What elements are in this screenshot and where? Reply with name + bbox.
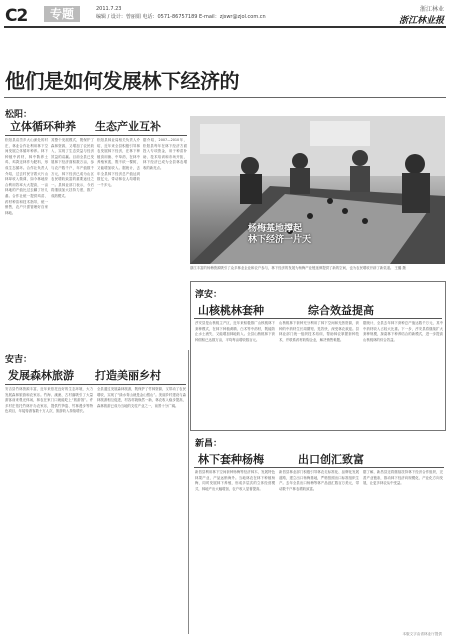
meta-contact: 编辑 / 设计：曾丽娟 电话：0571-86757189 E-mail：zjswr@zjol.com.cn	[96, 14, 266, 20]
column-divider	[188, 350, 189, 634]
chunan-headline-left: 山核桃林套种	[198, 304, 264, 317]
photo-overlay	[248, 224, 311, 246]
meta-date: 2011.7.23	[96, 6, 122, 12]
chunan-location: 淳安：	[195, 290, 223, 300]
page-meta	[96, 5, 266, 21]
songyang-headline-left: 立体循环种养	[10, 120, 76, 133]
anji-rule	[5, 384, 186, 385]
xinchang-col2: 新昌县林业部门积极引导林农走标准化、品牌化发展道路，建立出口杨梅基地，严格按照出口标准组织生产。去年全县出口杨梅等林产品创汇数百万美元，带动数千户林农增收致富。	[279, 470, 359, 491]
anji-col1: 安吉县竹林资源丰富，近年来依托良好的生态环境，大力发展森林旅游和农家乐。竹海、溪流、古村落吸引了大量游客前来观光休闲，林农在家门口就能吃上“旅游饭”。许多村庄依托竹林开办农家乐，提供竹笋宴、竹林漫步等特色项目，年接待游客数十万人次，旅游收入持续增长。	[5, 387, 93, 414]
anji-col2: 全县通过发展森林旅游，既保护了竹林资源，又带动了农民增收，实现了“绿水青山就是金山银山”。美丽乡村建设与森林旅游相互促进，村容村貌焕然一新，林农收入稳步提高，森林旅游已成为当地的支柱产业之一，前景十分广阔。	[97, 387, 186, 408]
photo-caption: 浙江丰富的杨梅资源吸引了众多林业企业和农户参与，林下经济的发展为杨梅产业链延伸提供了新的空间，也为农民增收开辟了新渠道。 王璐 摄	[190, 266, 406, 270]
songyang-location: 松阳：	[5, 110, 33, 120]
songyang-rule	[5, 135, 187, 136]
masthead-rule	[4, 26, 446, 28]
page-headline: 他们是如何发展林下经济的	[5, 69, 239, 93]
xinchang-col1: 新昌县利用林下空间套种杨梅等经济林木，发展特色林果产业，产品远销海外。当地林农在林下种植杨梅，同时发展林下养殖，形成多层次的立体经营模式，林地产出大幅增加，农户收入显著提高。	[195, 470, 275, 491]
photo-overlay-line2: 林下经济一片天	[248, 235, 312, 245]
anji-location: 安吉：	[5, 355, 33, 365]
page-code: C2	[5, 6, 28, 26]
page-name: 浙江林业	[419, 6, 444, 13]
chunan-col3: 据统计，全县去年林下套种总产值达数千万元，其中中药材收入占较大比重。下一步，淳安县将继续扩大套种规模，探索林下种养结合的新模式，进一步提高山核桃林的综合效益。	[363, 321, 443, 342]
xinchang-location: 新昌：	[195, 439, 223, 449]
yangmei-photo	[190, 116, 445, 264]
photo-scene-image	[190, 116, 445, 264]
xinchang-rule	[194, 467, 444, 468]
anji-headline-left: 发展森林旅游	[8, 369, 74, 382]
xinchang-headline-left: 林下套种杨梅	[198, 453, 264, 466]
songyang-col4: 据介绍，2007—2010年，松阳县每年在林下经济方面投入专项资金，用于种苗补助、技术培训和市场开拓，林下经济已成为全县林农增收的新亮点。	[143, 138, 187, 170]
chunan-col1: 淳安县是山核桃主产区，近年来积极推广山核桃林下套种模式，在林下种植黄精、白术等中药材，既能防止水土流失，又能增加林地收入。全县山核桃林下套种面积已达数万亩，平均每亩增收数百元。	[195, 321, 275, 342]
songyang-col2: 其整个发展模式，既保护了森林资源，又增加了农民收入，实现了生态效益与经济效益的双赢。目前全县已发展林下经济面积数万亩，参与农户数千户，年产值数千万元，林下经济已成为山区农民增收致富的重要途径之一。县林业部门表示，今后将继续加大扶持力度，推广成熟模式。	[51, 138, 94, 198]
section-label: 专题	[44, 6, 80, 22]
anji-headline-right: 打造美丽乡村	[95, 369, 161, 382]
paper-name: 浙江林业报	[398, 16, 444, 26]
footer-credit: 本版文字由省林业厅提供	[402, 632, 442, 636]
photo-overlay-line1: 杨梅基地撑起	[248, 224, 303, 234]
xinchang-headline-right: 出口创汇致富	[298, 453, 364, 466]
songyang-headline-right: 生态产业互补	[95, 120, 161, 133]
songyang-col1: 松阳县双岱乡大山深处的村庄，林业合作社利用林下空间发展立体循环种养。林下种植中药材，林中散养土鸡，鸡粪还林作为肥料，形成生态循环。合作社负责人介绍，过去村民守着大片山林却收入微薄，如今林地综合利用效率大大提高，一亩林地的产值比过去翻了好几番。合作社统一提供鸡苗、药材种苗和技术指导，统一销售，农户只需管理好自家林地。	[5, 138, 48, 215]
songyang-col3: 松阳县林业局相关负责人介绍，近年来全县积极引导林农发展林下经济，在林下种植食用菌、中草药，在林中养殖家禽，既不砍一棵树，又能增加收入。据统计，去年全县林下经济总产值达到数亿元，带动林农人均增收一千多元。	[97, 138, 140, 187]
chunan-col2: 山核桃林下套种充分利用了林下空间和光热资源，套种的中药材生长周期短、见效快，深受林农欢迎。县林业部门统一组织技术培训，帮助林农掌握套种技术，并联系药材收购企业，解决销售难题。	[279, 321, 359, 342]
chunan-rule	[194, 318, 442, 319]
xinchang-col3: 据了解，新昌县还将继续扶持林下经济合作组织，完善产业链条，推动林下经济向规模化、产业化方向发展，让更多林农从中受益。	[363, 470, 443, 486]
chunan-headline-right: 综合效益提高	[308, 304, 374, 317]
headline-rule	[4, 97, 446, 98]
